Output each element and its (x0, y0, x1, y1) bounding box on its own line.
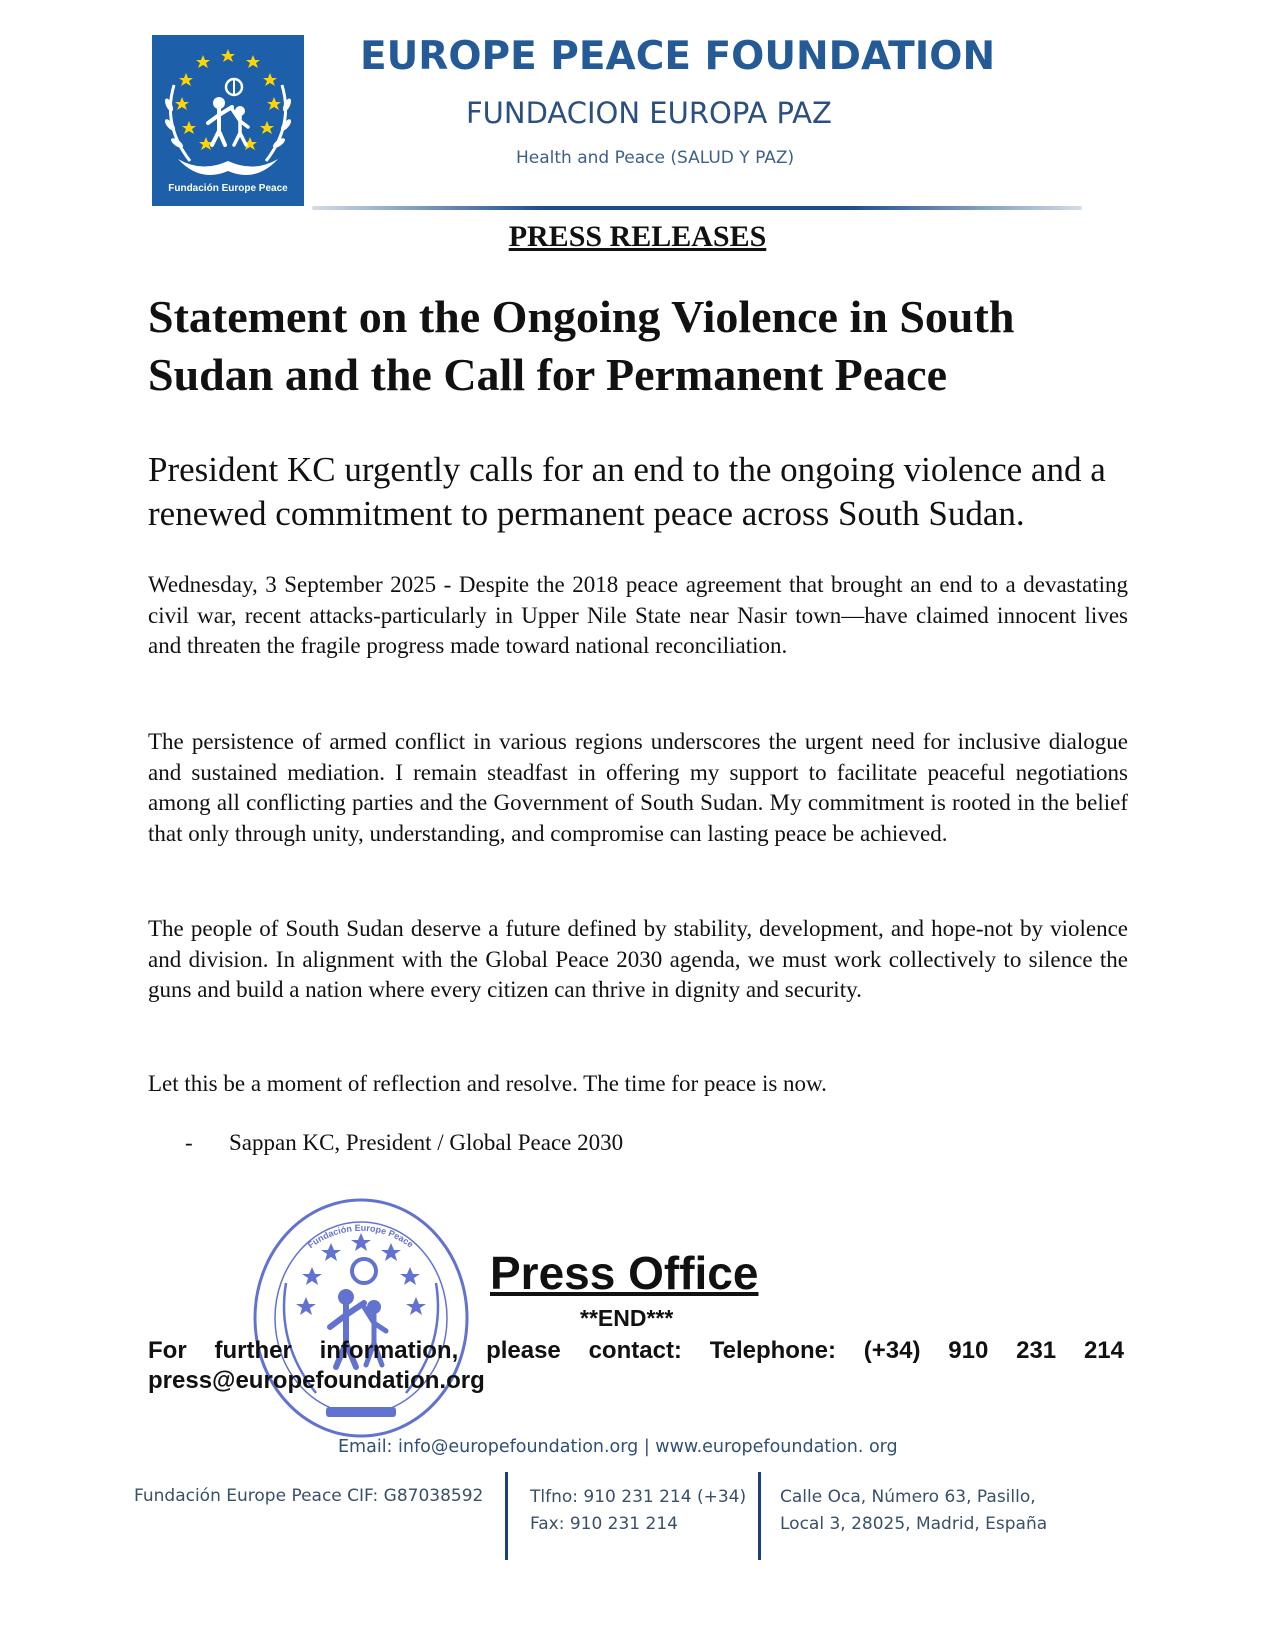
stamp-text: Fundación Europe Peace (305, 1222, 416, 1251)
body-paragraph: The people of South Sudan deserve a future defined by stability, development, and hope-not by violence and division. In alignment with the Global Peace 2030 agenda, we must work collectively to silence the guns and build a nation where every citizen can thrive in dignity and security. (148, 916, 1128, 1002)
footer-email-website[interactable]: Email: info@europefoundation.org | www.europefoundation. org (338, 1437, 898, 1457)
org-tagline: Health and Peace (SALUD Y PAZ) (516, 148, 795, 168)
footer-divider (758, 1472, 761, 1560)
footer-company-id (134, 1483, 483, 1510)
contact-email[interactable]: press@europefoundation.org (148, 1367, 485, 1394)
footer-phone-block (530, 1484, 746, 1538)
footer-divider (505, 1472, 508, 1560)
footer-phone: Tlfno: 910 231 214 (+34) (530, 1487, 747, 1507)
foundation-logo (152, 35, 304, 206)
contact-line: For further information, please contact: Telephone: (+34) 910 231 214 (148, 1337, 1124, 1364)
press-office-heading: Press Office (490, 1247, 759, 1299)
footer-address-line2: Local 3, 28025, Madrid, España (780, 1514, 1048, 1534)
end-marker: **END*** (580, 1305, 674, 1331)
org-name: EUROPE PEACE FOUNDATION (360, 34, 996, 79)
footer-company-text: Fundación Europe Peace CIF: G87038592 (134, 1486, 484, 1506)
signature-dash: - (185, 1130, 193, 1155)
document-title: Statement on the Ongoing Violence in South Sudan and the Call for Permanent Peace (148, 291, 1015, 400)
body-paragraph: The persistence of armed conflict in various regions underscores the urgent need for inclusive dialogue and sustained mediation. I remain steadfast in offering my support to facilitate peaceful negotiations among all conflicting parties and the Government of South Sudan. My commitment is rooted in the belief that only through unity, understanding, and compromise can lasting peace be achieved. (148, 729, 1128, 846)
footer-fax: Fax: 910 231 214 (530, 1514, 678, 1534)
footer-address-line1: Calle Oca, Número 63, Pasillo, (780, 1487, 1036, 1507)
logo-emblem-icon (152, 35, 304, 206)
signature-text: Sappan KC, President / Global Peace 2030 (229, 1130, 624, 1155)
document-subtitle: President KC urgently calls for an end to the ongoing violence and a renewed commitment to permanent peace across South Sudan. (148, 450, 1106, 533)
signature-line (185, 1130, 623, 1156)
official-stamp-icon (246, 1193, 476, 1443)
body-paragraph: Let this be a moment of reflection and resolve. The time for peace is now. (148, 1071, 827, 1096)
body-paragraph: Wednesday, 3 September 2025 - Despite the 2018 peace agreement that brought an end to a devastating civil war, recent attacks-particularly in Upper Nile State near Nasir town—have claimed innocent lives and threaten the fragile progress made toward national reconciliation. (148, 572, 1128, 658)
header-divider (312, 206, 1082, 210)
footer-address-block (780, 1484, 1047, 1538)
org-name-spanish: FUNDACION EUROPA PAZ (466, 96, 832, 130)
logo-caption: Fundación Europe Peace (168, 183, 288, 194)
section-label (0, 220, 1275, 254)
section-label-text: PRESS RELEASES (508, 220, 767, 253)
